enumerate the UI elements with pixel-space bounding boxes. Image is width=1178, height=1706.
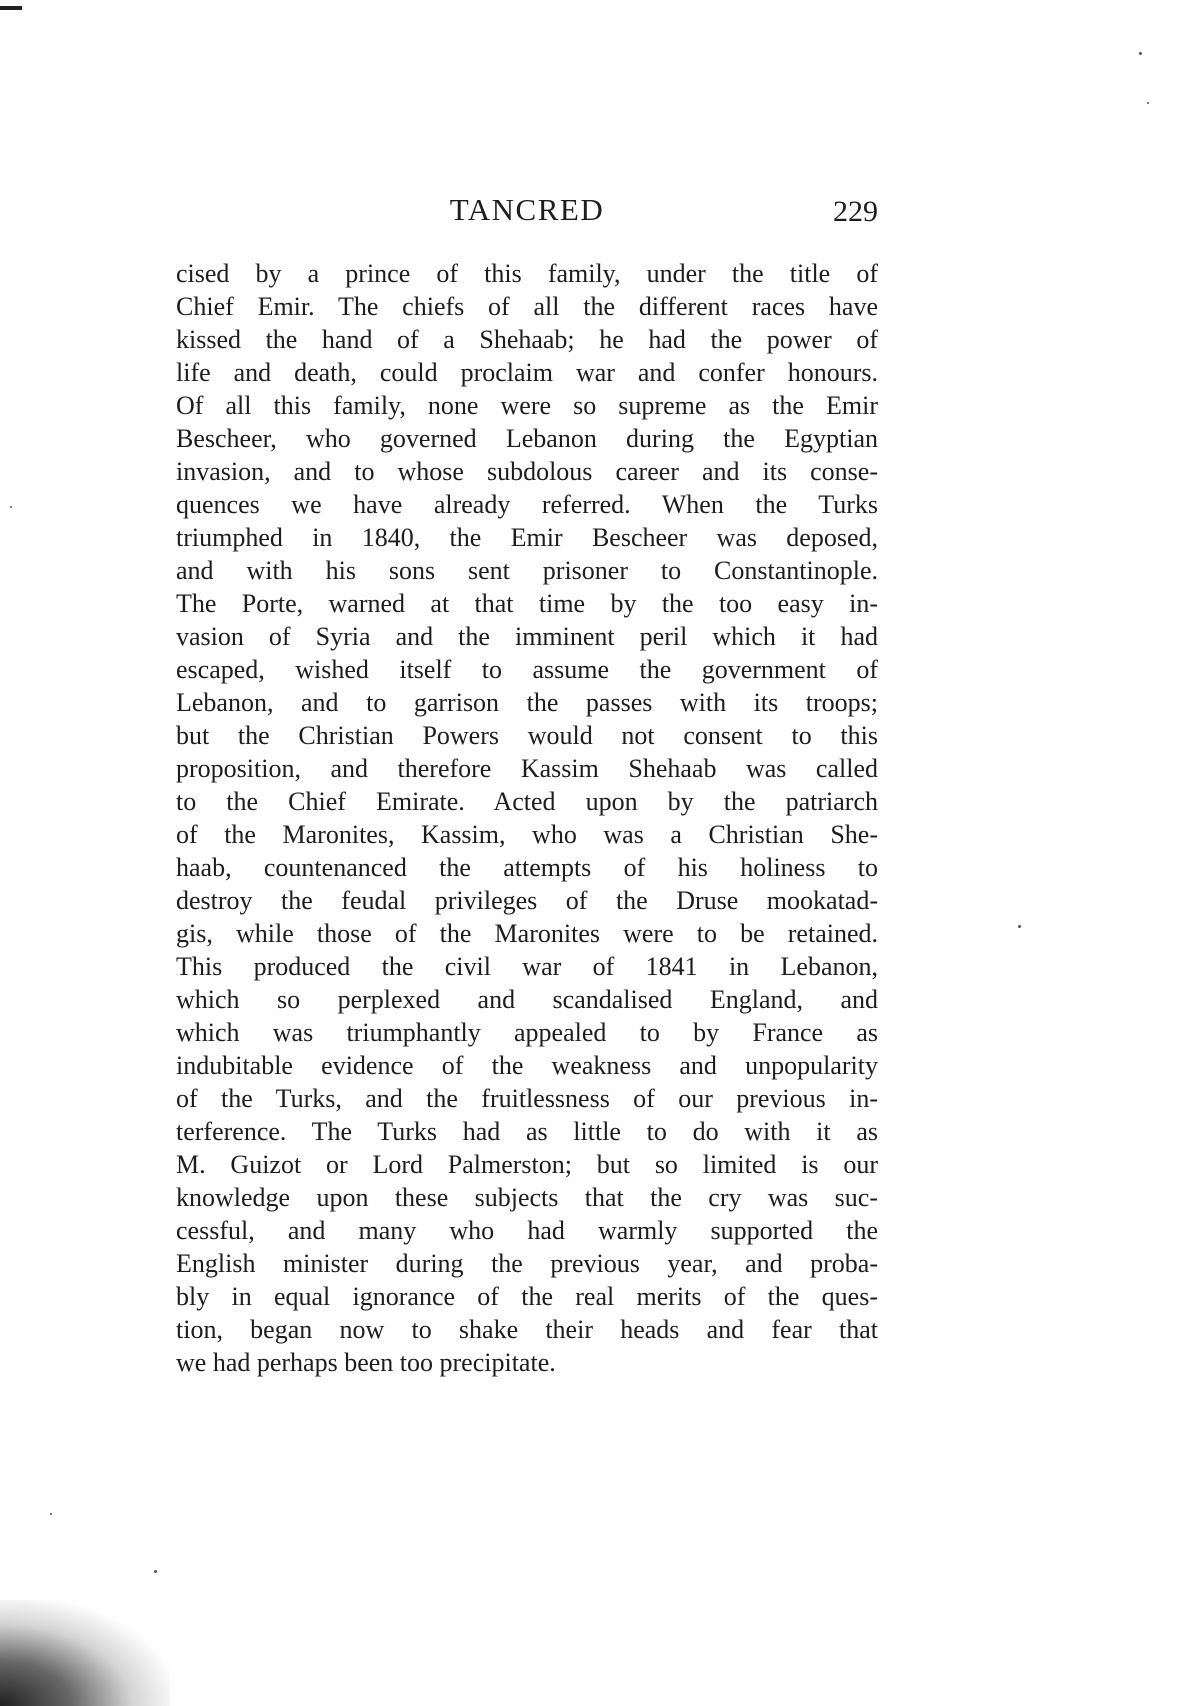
running-title: TANCRED: [449, 192, 605, 227]
text-line: English minister during the previous year, and proba-: [176, 1249, 878, 1278]
text-line: we had perhaps been too precipitate.: [176, 1348, 556, 1377]
text-line: cised by a prince of this family, under the title of: [176, 259, 878, 288]
speck-mark: [10, 506, 12, 508]
speck-mark: [50, 1513, 52, 1515]
speck-mark: [154, 1570, 157, 1573]
text-line: This produced the civil war of 1841 in Lebanon,: [176, 952, 878, 981]
text-line: which was triumphantly appealed to by France as: [176, 1018, 878, 1047]
text-line: destroy the feudal privileges of the Druse mookatad-: [176, 886, 878, 915]
text-line: proposition, and therefore Kassim Shehaab was called: [176, 754, 878, 783]
text-line: gis, while those of the Maronites were to be retained.: [176, 919, 878, 948]
text-line: of the Turks, and the fruitlessness of our previous in-: [176, 1084, 878, 1113]
text-line: cessful, and many who had warmly supported the: [176, 1216, 878, 1245]
speck-mark: [1018, 925, 1021, 928]
text-line: vasion of Syria and the imminent peril which it had: [176, 622, 878, 651]
text-line: bly in equal ignorance of the real merits of the ques-: [176, 1282, 878, 1311]
text-line: Bescheer, who governed Lebanon during the Egyptian: [176, 424, 878, 453]
text-line: tion, began now to shake their heads and fear that: [176, 1315, 878, 1344]
text-line: M. Guizot or Lord Palmerston; but so limited is our: [176, 1150, 878, 1179]
text-line: indubitable evidence of the weakness and unpopularity: [176, 1051, 878, 1080]
text-line: of the Maronites, Kassim, who was a Christian She-: [176, 820, 878, 849]
text-line: life and death, could proclaim war and confer honours.: [176, 358, 878, 387]
text-line: Of all this family, none were so supreme as the Emir: [176, 391, 878, 420]
speck-mark: [1139, 52, 1142, 55]
text-line: terference. The Turks had as little to do with it as: [176, 1117, 878, 1146]
text-line: Chief Emir. The chiefs of all the different races have: [176, 292, 878, 321]
body-paragraph: [176, 257, 878, 1379]
page-header: [176, 190, 878, 230]
text-line: and with his sons sent prisoner to Constantinople.: [176, 556, 878, 585]
text-line: which so perplexed and scandalised England, and: [176, 985, 878, 1014]
text-line: haab, countenanced the attempts of his holiness to: [176, 853, 878, 882]
text-line: The Porte, warned at that time by the too easy in-: [176, 589, 878, 618]
text-line: knowledge upon these subjects that the cry was suc-: [176, 1183, 878, 1212]
scan-smudge: [0, 1600, 170, 1706]
page-number: 229: [833, 195, 878, 228]
text-line: to the Chief Emirate. Acted upon by the patriarch: [176, 787, 878, 816]
text-line: kissed the hand of a Shehaab; he had the power of: [176, 325, 878, 354]
text-line: quences we have already referred. When the Turks: [176, 490, 878, 519]
text-line: triumphed in 1840, the Emir Bescheer was deposed,: [176, 523, 878, 552]
text-line: but the Christian Powers would not consent to this: [176, 721, 878, 750]
text-line: Lebanon, and to garrison the passes with its troops;: [176, 688, 878, 717]
text-line: invasion, and to whose subdolous career and its conse-: [176, 457, 878, 486]
speck-mark: [1147, 102, 1149, 104]
text-line: escaped, wished itself to assume the government of: [176, 655, 878, 684]
corner-mark: [0, 6, 22, 10]
